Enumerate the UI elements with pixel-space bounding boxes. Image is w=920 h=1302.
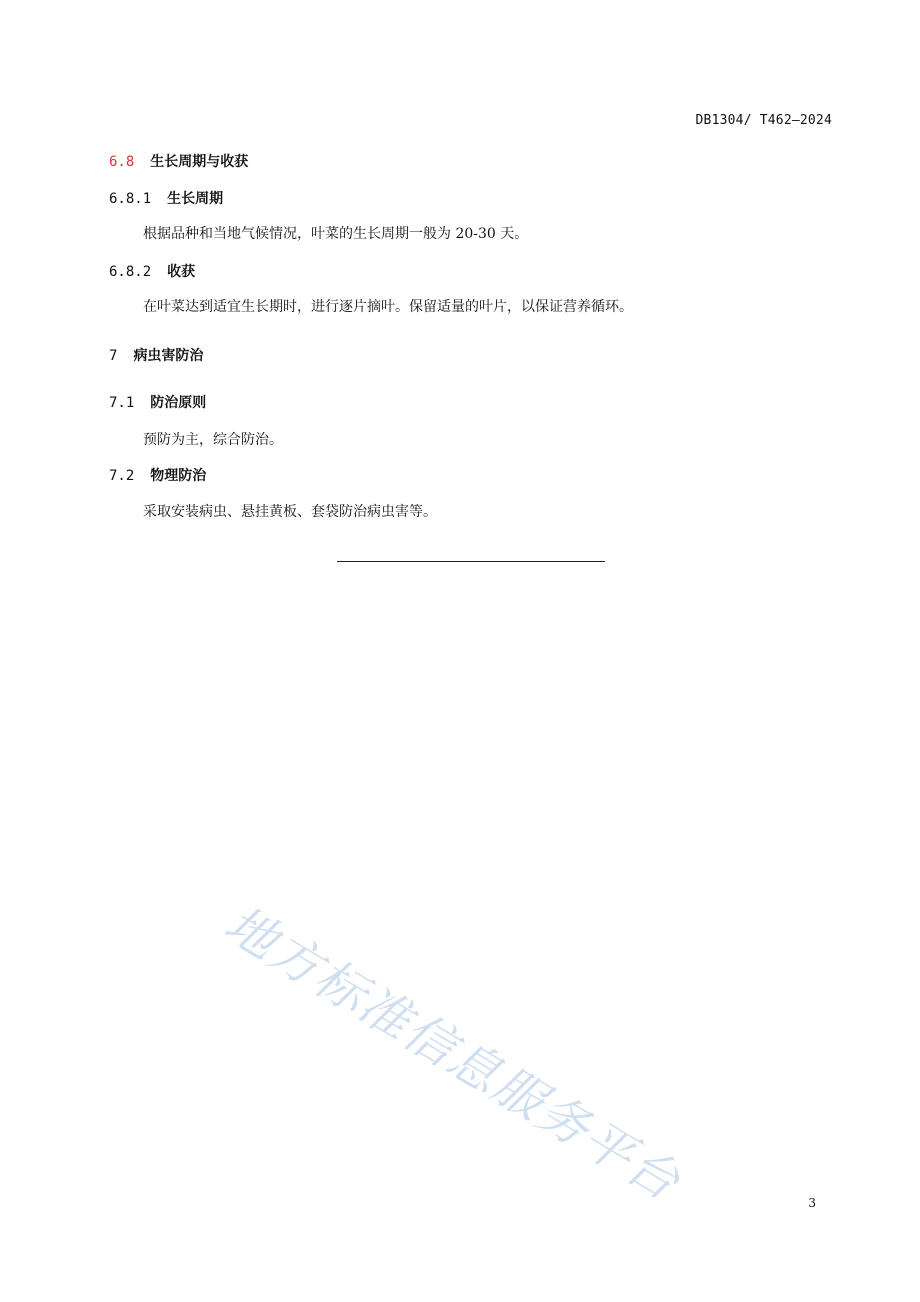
section-7-2-text: 采取安装病虫、悬挂黄板、套袋防治病虫害等。 [143,504,437,520]
section-title: 生长周期与收获 [150,154,249,170]
section-title: 生长周期 [167,191,224,207]
end-of-document-rule [337,561,605,562]
section-7-2-heading [109,465,206,485]
section-6-8-1-heading [109,188,223,208]
section-number: 6.8 [109,154,135,170]
section-6-8-2-text: 在叶菜达到适宜生长期时，进行逐片摘叶。保留适量的叶片，以保证营养循环。 [143,299,633,315]
section-7-1-heading [109,392,206,412]
page-number: 3 [808,1196,816,1210]
section-title: 防治原则 [150,395,207,411]
section-6-8-heading [109,151,248,171]
section-number: 7.1 [109,395,135,411]
section-7-heading [109,345,203,365]
section-7-1-text: 预防为主，综合防治。 [143,432,283,448]
section-number: 7.2 [109,468,135,484]
standard-code: DB1304/ T462—2024 [695,113,832,128]
section-number: 7 [109,348,118,364]
section-number: 6.8.1 [109,191,152,207]
section-6-8-1-text: 根据品种和当地气候情况，叶菜的生长周期一般为 20-30 天。 [143,226,529,242]
section-6-8-2-heading [109,261,195,281]
section-number: 6.8.2 [109,264,152,280]
section-title: 物理防治 [150,468,207,484]
section-title: 收获 [167,264,196,280]
watermark: 地方标准信息服务平台 [215,894,691,1213]
section-title: 病虫害防治 [133,348,204,364]
